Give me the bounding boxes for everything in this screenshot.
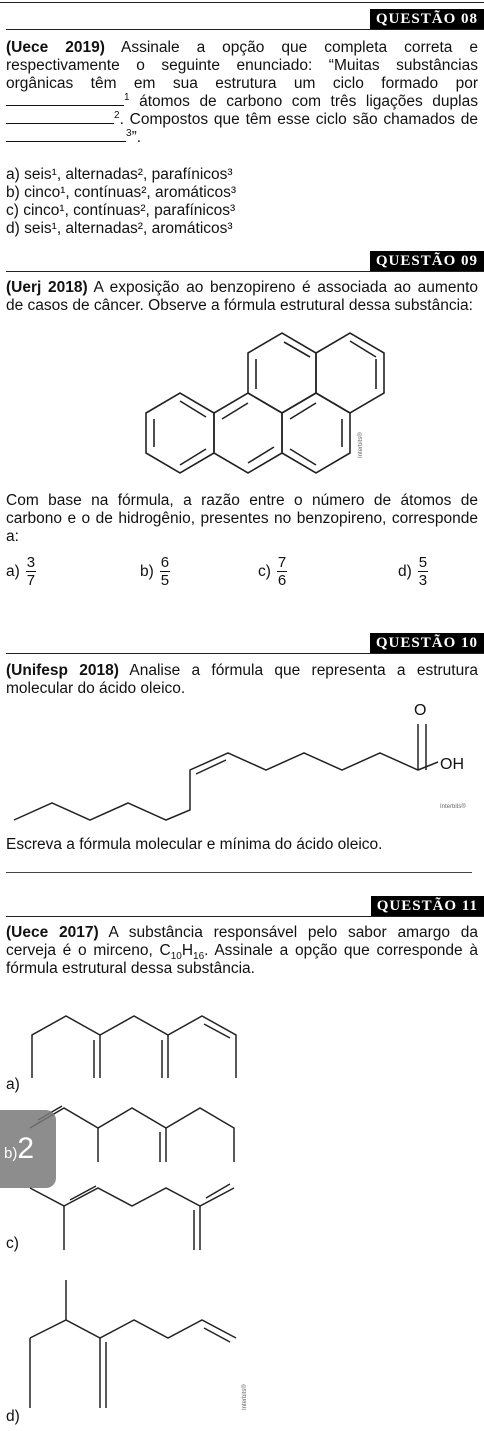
watermark: Interbits® <box>242 1384 248 1410</box>
blank-2 <box>6 111 114 124</box>
statement-part: . Compostos que têm esse ciclo são chamados de <box>119 111 478 128</box>
question-11-statement <box>6 924 478 978</box>
option-b[interactable] <box>140 554 170 589</box>
numerator: 7 <box>277 554 287 571</box>
oleic-acid-structure <box>0 700 484 840</box>
structure-option-a <box>0 1000 484 1090</box>
question-09-header <box>6 250 484 274</box>
question-10-statement <box>6 662 478 698</box>
watermark: Interbits® <box>440 804 466 810</box>
header-rule <box>6 653 484 654</box>
numerator: 6 <box>160 554 170 571</box>
denominator: 6 <box>277 572 287 589</box>
option-key: d) <box>398 562 412 580</box>
question-09-source: (Uerj 2018) <box>6 279 88 296</box>
question-08-source: (Uece 2019) <box>6 39 105 56</box>
fraction <box>26 554 36 589</box>
statement-part: . Assinale a opção que corresponde à fórmula estrutural dessa substância. <box>6 942 478 977</box>
numerator: 5 <box>418 554 428 571</box>
fraction <box>160 554 170 589</box>
option-key: c) <box>258 562 271 580</box>
option-a[interactable]: a) seis¹, alternadas², parafínicos³ <box>6 166 233 183</box>
page-number-overlay[interactable] <box>0 1110 56 1188</box>
blank-1-index: 1 <box>124 91 130 103</box>
blank-1 <box>6 93 124 106</box>
denominator: 5 <box>160 572 170 589</box>
option-key: a) <box>6 562 20 580</box>
option-b[interactable]: b) <box>4 1145 18 1162</box>
question-09-statement <box>6 279 478 315</box>
benzopyrene-structure <box>120 335 360 485</box>
fraction <box>418 554 428 589</box>
question-08-statement <box>6 39 478 147</box>
question-11-header <box>6 895 484 919</box>
option-d[interactable]: d) <box>6 1408 20 1425</box>
watermark: Interbits® <box>358 432 364 458</box>
blank-3-index: 3 <box>126 127 132 139</box>
option-c[interactable] <box>258 554 287 589</box>
subscript: 10 <box>170 951 182 963</box>
denominator: 7 <box>26 572 36 589</box>
option-key: b) <box>140 562 154 580</box>
question-08-header <box>6 8 484 32</box>
question-09-label: QUESTÃO 09 <box>370 251 484 271</box>
oxygen-atom: O <box>414 702 427 719</box>
structure-option-c <box>0 1178 484 1258</box>
statement-part: A exposição ao benzopireno é associada ao aumento de casos de câncer. Observe a fórmula estrutural dessa substância: <box>6 279 478 314</box>
question-10-header <box>6 632 484 656</box>
option-d[interactable] <box>398 554 428 589</box>
denominator: 3 <box>418 572 428 589</box>
blank-2-index: 2 <box>114 109 120 121</box>
option-a[interactable] <box>6 554 36 589</box>
option-a[interactable]: a) <box>6 1076 20 1093</box>
question-10-prompt: Escreva a fórmula molecular e mínima do ácido oleico. <box>6 836 383 853</box>
statement-part: ”. <box>131 129 142 146</box>
option-d[interactable]: d) seis¹, alternadas², aromáticos³ <box>6 220 233 237</box>
question-09-after-text: Com base na fórmula, a razão entre o número de átomos de carbono e o de hidrogênio, presentes no benzopireno, corresponde a: <box>6 492 478 545</box>
question-11-label: QUESTÃO 11 <box>371 896 484 916</box>
question-08-label: QUESTÃO 08 <box>370 9 484 29</box>
option-b[interactable]: b) cinco¹, contínuas², aromáticos³ <box>6 184 237 201</box>
option-c[interactable]: c) cinco¹, contínuas², parafínicos³ <box>6 202 236 219</box>
header-rule <box>6 29 484 30</box>
question-10-label: QUESTÃO 10 <box>370 633 484 653</box>
statement-part: Assinale a opção que completa correta e respectivamente o seguinte enunciado: “Muitas substâncias orgânicas têm em sua estrutura um ciclo formado por <box>6 39 479 92</box>
blank-3 <box>6 129 126 142</box>
question-11-source: (Uece 2017) <box>6 924 99 941</box>
statement-part: Analise a fórmula que representa a estrutura molecular do ácido oleico. <box>6 662 478 697</box>
subscript: 16 <box>193 951 205 963</box>
overlay-number: 2 <box>17 1132 35 1165</box>
option-c[interactable]: c) <box>6 1235 19 1252</box>
statement-part: A substância responsável pelo sabor amargo da cerveja é o mirceno, C <box>6 924 478 959</box>
structure-option-b <box>0 1090 484 1170</box>
fraction <box>277 554 287 589</box>
statement-part: átomos de carbono com três ligações duplas <box>129 93 478 110</box>
answer-line[interactable] <box>6 872 472 873</box>
numerator: 3 <box>26 554 36 571</box>
hydroxyl-group: OH <box>440 756 464 773</box>
question-10-source: (Unifesp 2018) <box>6 662 119 679</box>
header-rule <box>6 916 484 917</box>
header-rule <box>6 271 484 272</box>
statement-part: H <box>181 942 194 959</box>
top-rule <box>0 2 484 3</box>
